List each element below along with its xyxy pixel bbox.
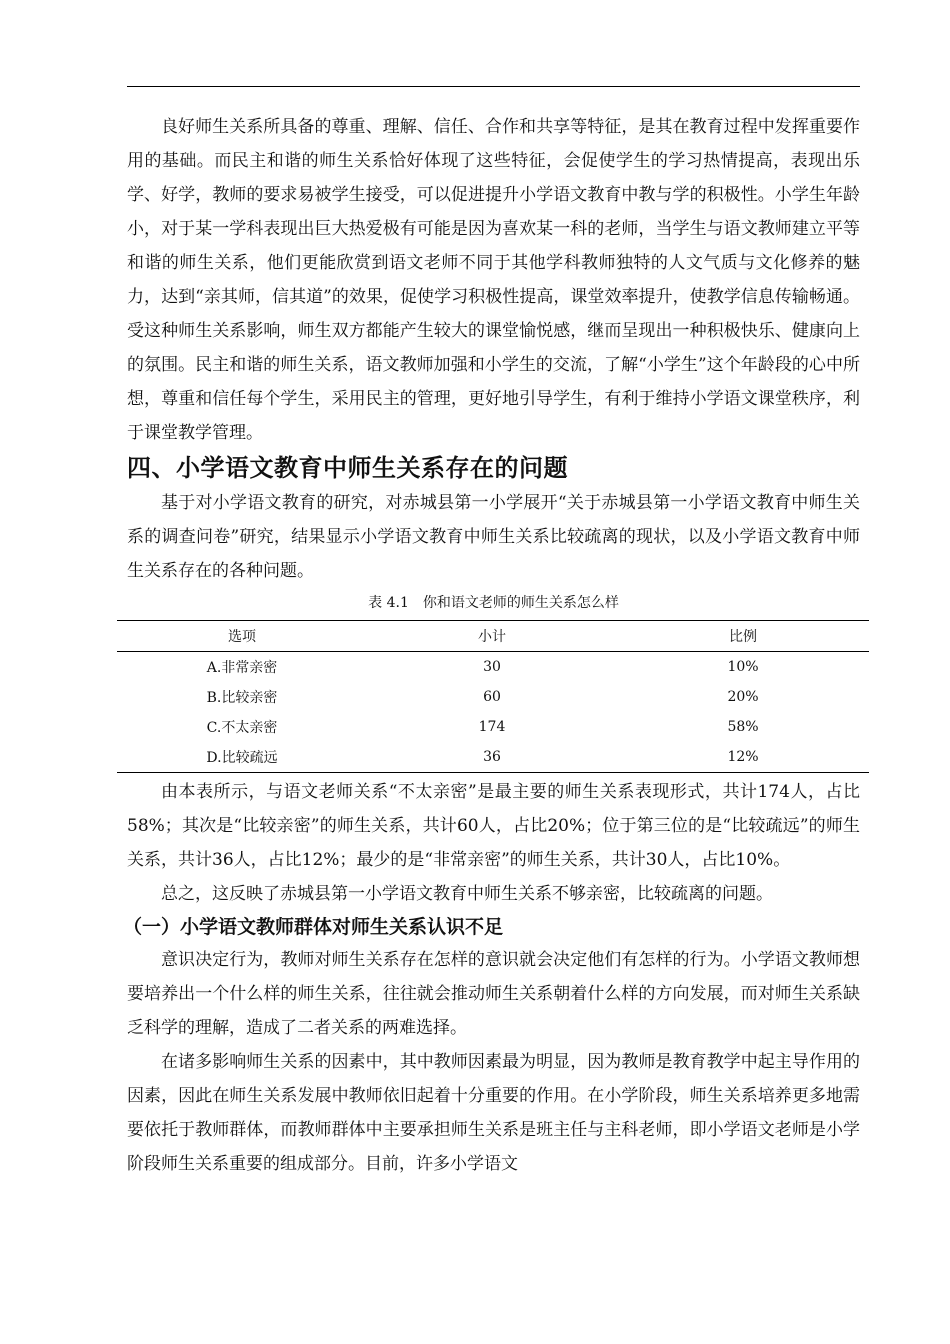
table-row (117, 652, 869, 683)
column-header-option: 选项 (117, 621, 367, 652)
paragraph: 总之，这反映了赤城县第一小学语文教育中师生关系不够亲密，比较疏离的问题。 (161, 884, 773, 904)
table-cell: 12% (727, 749, 759, 765)
data-table-wrapper (117, 620, 869, 773)
table-cell: B.比较亲密 (206, 690, 278, 706)
table-cell: 174 (478, 719, 506, 735)
header-rule (127, 86, 860, 87)
paragraph: 由本表所示，与语文老师关系“不太亲密”是最主要的师生关系表现形式，共计174人，占比58%；其次是“比较亲密”的师生关系，共计60人，占比20%；位于第三位的是“比较疏远”的师生关系，共计36人，占比12%；最少的是“非常亲密”的师生关系，共计30人，占比10%。 (127, 782, 860, 870)
table-cell: A.非常亲密 (206, 660, 278, 676)
table-row (117, 712, 869, 742)
table-cell: D.比较疏远 (206, 750, 278, 766)
paragraph: 基于对小学语文教育的研究，对赤城县第一小学展开“关于赤城县第一小学语文教育中师生关系的调查问卷”研究，结果显示小学语文教育中师生关系比较疏离的现状，以及小学语文教育中师生关系存在的各种问题。 (127, 493, 860, 581)
subsection-heading: （一）小学语文教师群体对师生关系认识不足 (123, 916, 504, 938)
table-cell: 10% (727, 659, 759, 675)
paragraph: 意识决定行为，教师对师生关系存在怎样的意识就会决定他们有怎样的行为。小学语文教师想要培养出一个什么样的师生关系，往往就会推动师生关系朝着什么样的方向发展，而对师生关系缺乏科学的理解，造成了二者关系的两难选择。 (127, 950, 860, 1038)
table-cell: 58% (727, 719, 759, 735)
table-cell: 36 (483, 749, 501, 765)
paragraph: 良好师生关系所具备的尊重、理解、信任、合作和共享等特征，是其在教育过程中发挥重要作用的基础。而民主和谐的师生关系恰好体现了这些特征，会促使学生的学习热情提高，表现出乐学、好学，教师的要求易被学生接受，可以促进提升小学语文教育中教与学的积极性。小学生年龄小，对于某一学科表现出巨大热爱极有可能是因为喜欢某一科的老师，当学生与语文教师建立平等和谐的师生关系，他们更能欣赏到语文老师不同于其他学科教师独特的人文气质与文化修养的魅力，达到“亲其师，信其道”的效果，促使学习积极性提高，课堂效率提升，使教学信息传输畅通。受这种师生关系影响，师生双方都能产生较大的课堂愉悦感，继而呈现出一种积极快乐、健康向上的氛围。民主和谐的师生关系，语文教师加强和小学生的交流，了解“小学生”这个年龄段的心中所想，尊重和信任每个学生，采用民主的管理，更好地引导学生，有利于维持小学语文课堂秩序，利于课堂教学管理。 (127, 117, 860, 443)
table-cell: C.不太亲密 (206, 720, 278, 736)
table-cell: 60 (483, 689, 501, 705)
table-cell: 30 (483, 659, 501, 675)
table-row (117, 742, 869, 773)
table-row (117, 682, 869, 712)
table-caption: 表 4.1 你和语文老师的师生关系怎么样 (368, 595, 619, 611)
document-body (123, 110, 860, 1181)
column-header-ratio: 比例 (617, 621, 869, 652)
paragraph: 在诸多影响师生关系的因素中，其中教师因素最为明显，因为教师是教育教学中起主导作用的因素，因此在师生关系发展中教师依旧起着十分重要的作用。在小学阶段，师生关系培养更多地需要依托于教师群体，而教师群体中主要承担师生关系是班主任与主科老师，即小学语文老师是小学阶段师生关系重要的组成部分。目前，许多小学语文 (127, 1052, 860, 1174)
column-header-count: 小计 (367, 621, 617, 652)
table-header-row (117, 621, 869, 652)
section-heading: 四、小学语文教育中师生关系存在的问题 (127, 454, 568, 482)
data-table (117, 620, 869, 773)
table-cell: 20% (727, 689, 759, 705)
